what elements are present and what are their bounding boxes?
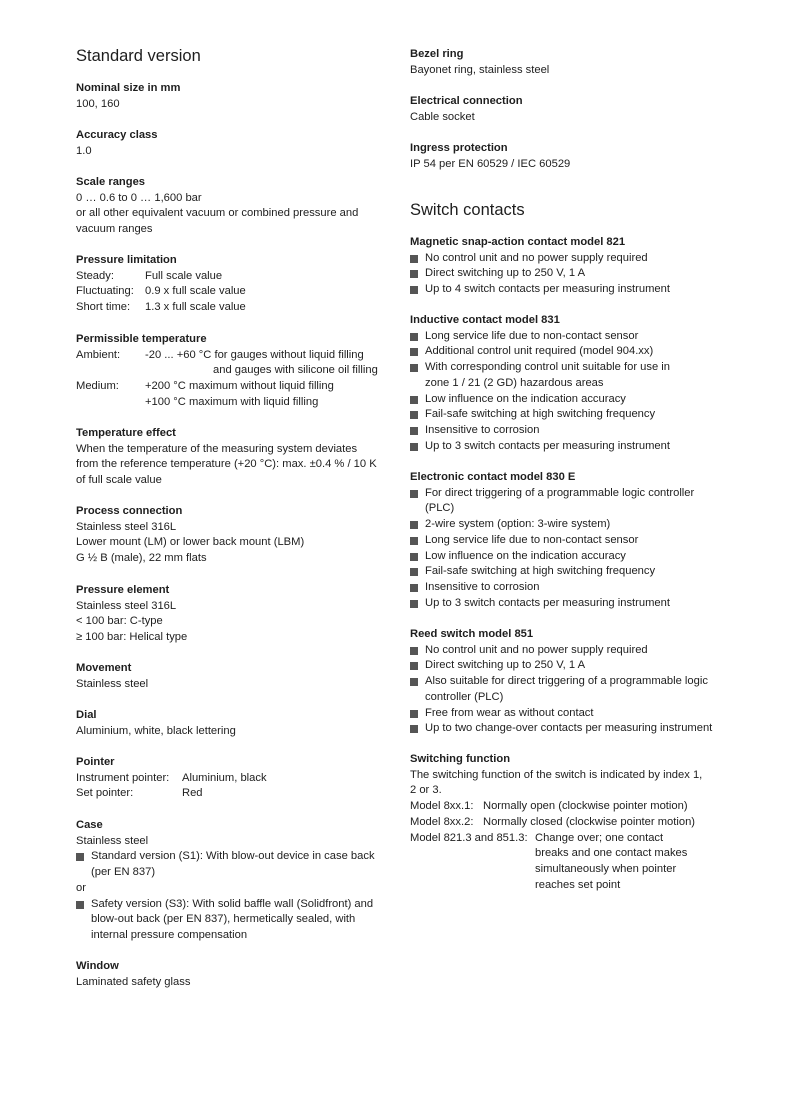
section-line: vacuum ranges <box>76 223 153 236</box>
section-case <box>76 818 394 944</box>
bullet-item: Up to 3 switch contacts per measuring instrument <box>410 596 760 612</box>
spec-value: Aluminium, black <box>182 771 267 784</box>
section-heading-switch-contacts: Switch contacts <box>410 201 525 219</box>
section-title: Dial <box>76 709 97 721</box>
section-line: 0 … 0.6 to 0 … 1,600 bar <box>76 191 202 204</box>
spec-label: Steady: <box>76 269 114 282</box>
bullet-item: Direct switching up to 250 V, 1 A <box>410 658 760 674</box>
section-title: Inductive contact model 831 <box>410 314 560 326</box>
section-title: Pressure element <box>76 584 170 596</box>
section-model-830e <box>410 470 760 611</box>
spec-row <box>410 831 760 847</box>
section-line: < 100 bar: C-type <box>76 615 163 628</box>
spec-value: Normally closed (clockwise pointer motion) <box>483 815 696 828</box>
spec-label: Model 8xx.1: <box>410 800 474 813</box>
bullet-item: Additional control unit required (model 904.xx) <box>410 344 760 360</box>
bullet-item: No control unit and no power supply required <box>410 643 760 659</box>
spec-value-continued: breaks and one contact makes <box>535 847 688 860</box>
bullet-item: 2-wire system (option: 3-wire system) <box>410 517 760 533</box>
section-text: 1.0 <box>76 144 92 157</box>
bullet-item: Also suitable for direct triggering of a programmable logic <box>410 674 760 690</box>
section-title: Reed switch model 851 <box>410 628 534 640</box>
bullet-item: Long service life due to non-contact sensor <box>410 329 760 345</box>
spec-value: -20 ... +60 °C for gauges without liquid filling <box>145 348 364 361</box>
section-model-821 <box>410 235 760 298</box>
section-line: Stainless steel 316L <box>76 599 177 612</box>
section-window <box>76 959 394 990</box>
bullet-item: Insensitive to corrosion <box>410 580 760 596</box>
section-model-851 <box>410 627 760 737</box>
section-title: Accuracy class <box>76 129 158 141</box>
section-title: Magnetic snap-action contact model 821 <box>410 236 626 248</box>
spec-value: Full scale value <box>145 269 223 282</box>
spec-label: Short time: <box>76 301 131 314</box>
spec-value: Change over; one contact <box>535 831 664 844</box>
section-accuracy-class <box>76 128 394 159</box>
section-title: Case <box>76 819 103 831</box>
section-text: Cable socket <box>410 110 475 123</box>
section-title: Permissible temperature <box>76 333 207 345</box>
section-line: Lower mount (LM) or lower back mount (LBM) <box>76 536 305 549</box>
section-title: Nominal size in mm <box>76 82 181 94</box>
spec-row <box>76 771 394 787</box>
spec-value: +200 °C maximum without liquid filling <box>145 380 334 393</box>
spec-label: Medium: <box>76 380 119 393</box>
section-pressure-limitation <box>76 253 394 316</box>
spec-label: Model 8xx.2: <box>410 815 474 828</box>
spec-value-continued: simultaneously when pointer <box>535 862 677 875</box>
section-dial <box>76 708 394 739</box>
section-line: The switching function of the switch is indicated by index 1, <box>410 768 703 781</box>
bullet-item: Low influence on the indication accuracy <box>410 392 760 408</box>
bullet-item: Free from wear as without contact <box>410 706 760 722</box>
bullet-item-continued: internal pressure compensation <box>91 928 248 941</box>
bullet-item-continued: controller (PLC) <box>425 690 504 703</box>
section-title: Process connection <box>76 505 183 517</box>
section-scale-ranges <box>76 175 394 238</box>
section-line: Stainless steel 316L <box>76 520 177 533</box>
section-text: IP 54 per EN 60529 / IEC 60529 <box>410 157 571 170</box>
bullet-item: Fail-safe switching at high switching frequency <box>410 407 760 423</box>
bullet-item: Up to 4 switch contacts per measuring instrument <box>410 282 760 298</box>
bullet-item: No control unit and no power supply required <box>410 251 760 267</box>
spec-value: Red <box>182 787 203 800</box>
section-line: of full scale value <box>76 474 162 487</box>
section-line: ≥ 100 bar: Helical type <box>76 631 188 644</box>
section-text: or <box>76 881 86 894</box>
spec-value: 0.9 x full scale value <box>145 285 246 298</box>
section-movement <box>76 661 394 692</box>
spec-value-continued: +100 °C maximum with liquid filling <box>145 395 319 408</box>
spec-value-continued: reaches set point <box>535 878 621 891</box>
section-title: Pressure limitation <box>76 254 177 266</box>
section-title: Movement <box>76 662 132 674</box>
bullet-item: Insensitive to corrosion <box>410 423 760 439</box>
spec-row <box>76 348 394 364</box>
section-title: Scale ranges <box>76 176 146 188</box>
bullet-item: Safety version (S3): With solid baffle wall (Solidfront) and <box>76 897 394 913</box>
bullet-item: For direct triggering of a programmable logic controller <box>410 486 760 502</box>
section-ingress-protection <box>410 141 760 172</box>
bullet-item: Fail-safe switching at high switching frequency <box>410 564 760 580</box>
bullet-item-continued: (per EN 837) <box>91 866 156 879</box>
spec-row <box>410 815 760 831</box>
bullet-item: Direct switching up to 250 V, 1 A <box>410 266 760 282</box>
spec-row <box>76 786 394 802</box>
section-permissible-temperature <box>76 332 394 411</box>
spec-value: 1.3 x full scale value <box>145 301 246 314</box>
spec-row <box>76 300 394 316</box>
section-electrical-connection <box>410 94 760 125</box>
section-text: Bayonet ring, stainless steel <box>410 63 550 76</box>
spec-label: Ambient: <box>76 348 121 361</box>
spec-row <box>76 379 394 395</box>
section-title: Switching function <box>410 753 511 765</box>
spec-row <box>76 284 394 300</box>
bullet-item: With corresponding control unit suitable for use in <box>410 360 760 376</box>
bullet-item: Up to two change-over contacts per measuring instrument <box>410 721 760 737</box>
section-temperature-effect <box>76 426 394 489</box>
spec-row <box>76 269 394 285</box>
section-model-831 <box>410 313 760 454</box>
section-line: 2 or 3. <box>410 784 442 797</box>
spec-label: Set pointer: <box>76 787 134 800</box>
section-title: Bezel ring <box>410 48 464 60</box>
spec-row <box>410 799 760 815</box>
page-title: Standard version <box>76 47 201 65</box>
section-text: Stainless steel <box>76 677 149 690</box>
section-line: When the temperature of the measuring system deviates <box>76 442 358 455</box>
section-line: or all other equivalent vacuum or combined pressure and <box>76 207 359 220</box>
section-text: 100, 160 <box>76 97 120 110</box>
bullet-item: Standard version (S1): With blow-out device in case back <box>76 849 394 865</box>
section-title: Ingress protection <box>410 142 508 154</box>
spec-value: Normally open (clockwise pointer motion) <box>483 800 688 813</box>
section-line: from the reference temperature (+20 °C): max. ±0.4 % / 10 K <box>76 458 377 471</box>
section-pointer <box>76 755 394 802</box>
bullet-item: Long service life due to non-contact sensor <box>410 533 760 549</box>
bullet-item-continued: zone 1 / 21 (2 GD) hazardous areas <box>425 376 604 389</box>
spec-value-continued: and gauges with silicone oil filling <box>213 364 378 377</box>
section-title: Window <box>76 960 119 972</box>
section-text: Aluminium, white, black lettering <box>76 724 236 737</box>
section-line: G ½ B (male), 22 mm flats <box>76 552 207 565</box>
section-title: Pointer <box>76 756 115 768</box>
section-switching-function <box>410 752 760 893</box>
section-title: Temperature effect <box>76 427 176 439</box>
bullet-item: Low influence on the indication accuracy <box>410 549 760 565</box>
bullet-item-continued: blow-out back (per EN 837), hermetically sealed, with <box>91 913 356 926</box>
section-process-connection <box>76 504 394 567</box>
section-text: Stainless steel <box>76 834 149 847</box>
spec-label: Instrument pointer: <box>76 771 170 784</box>
section-title: Electrical connection <box>410 95 523 107</box>
bullet-item: Up to 3 switch contacts per measuring instrument <box>410 439 760 455</box>
section-text: Laminated safety glass <box>76 975 191 988</box>
spec-label: Fluctuating: <box>76 285 134 298</box>
section-pressure-element <box>76 583 394 646</box>
section-nominal-size <box>76 81 394 112</box>
section-title: Electronic contact model 830 E <box>410 471 576 483</box>
spec-label: Model 821.3 and 851.3: <box>410 831 528 844</box>
section-bezel-ring <box>410 47 760 78</box>
bullet-item-continued: (PLC) <box>425 502 455 515</box>
